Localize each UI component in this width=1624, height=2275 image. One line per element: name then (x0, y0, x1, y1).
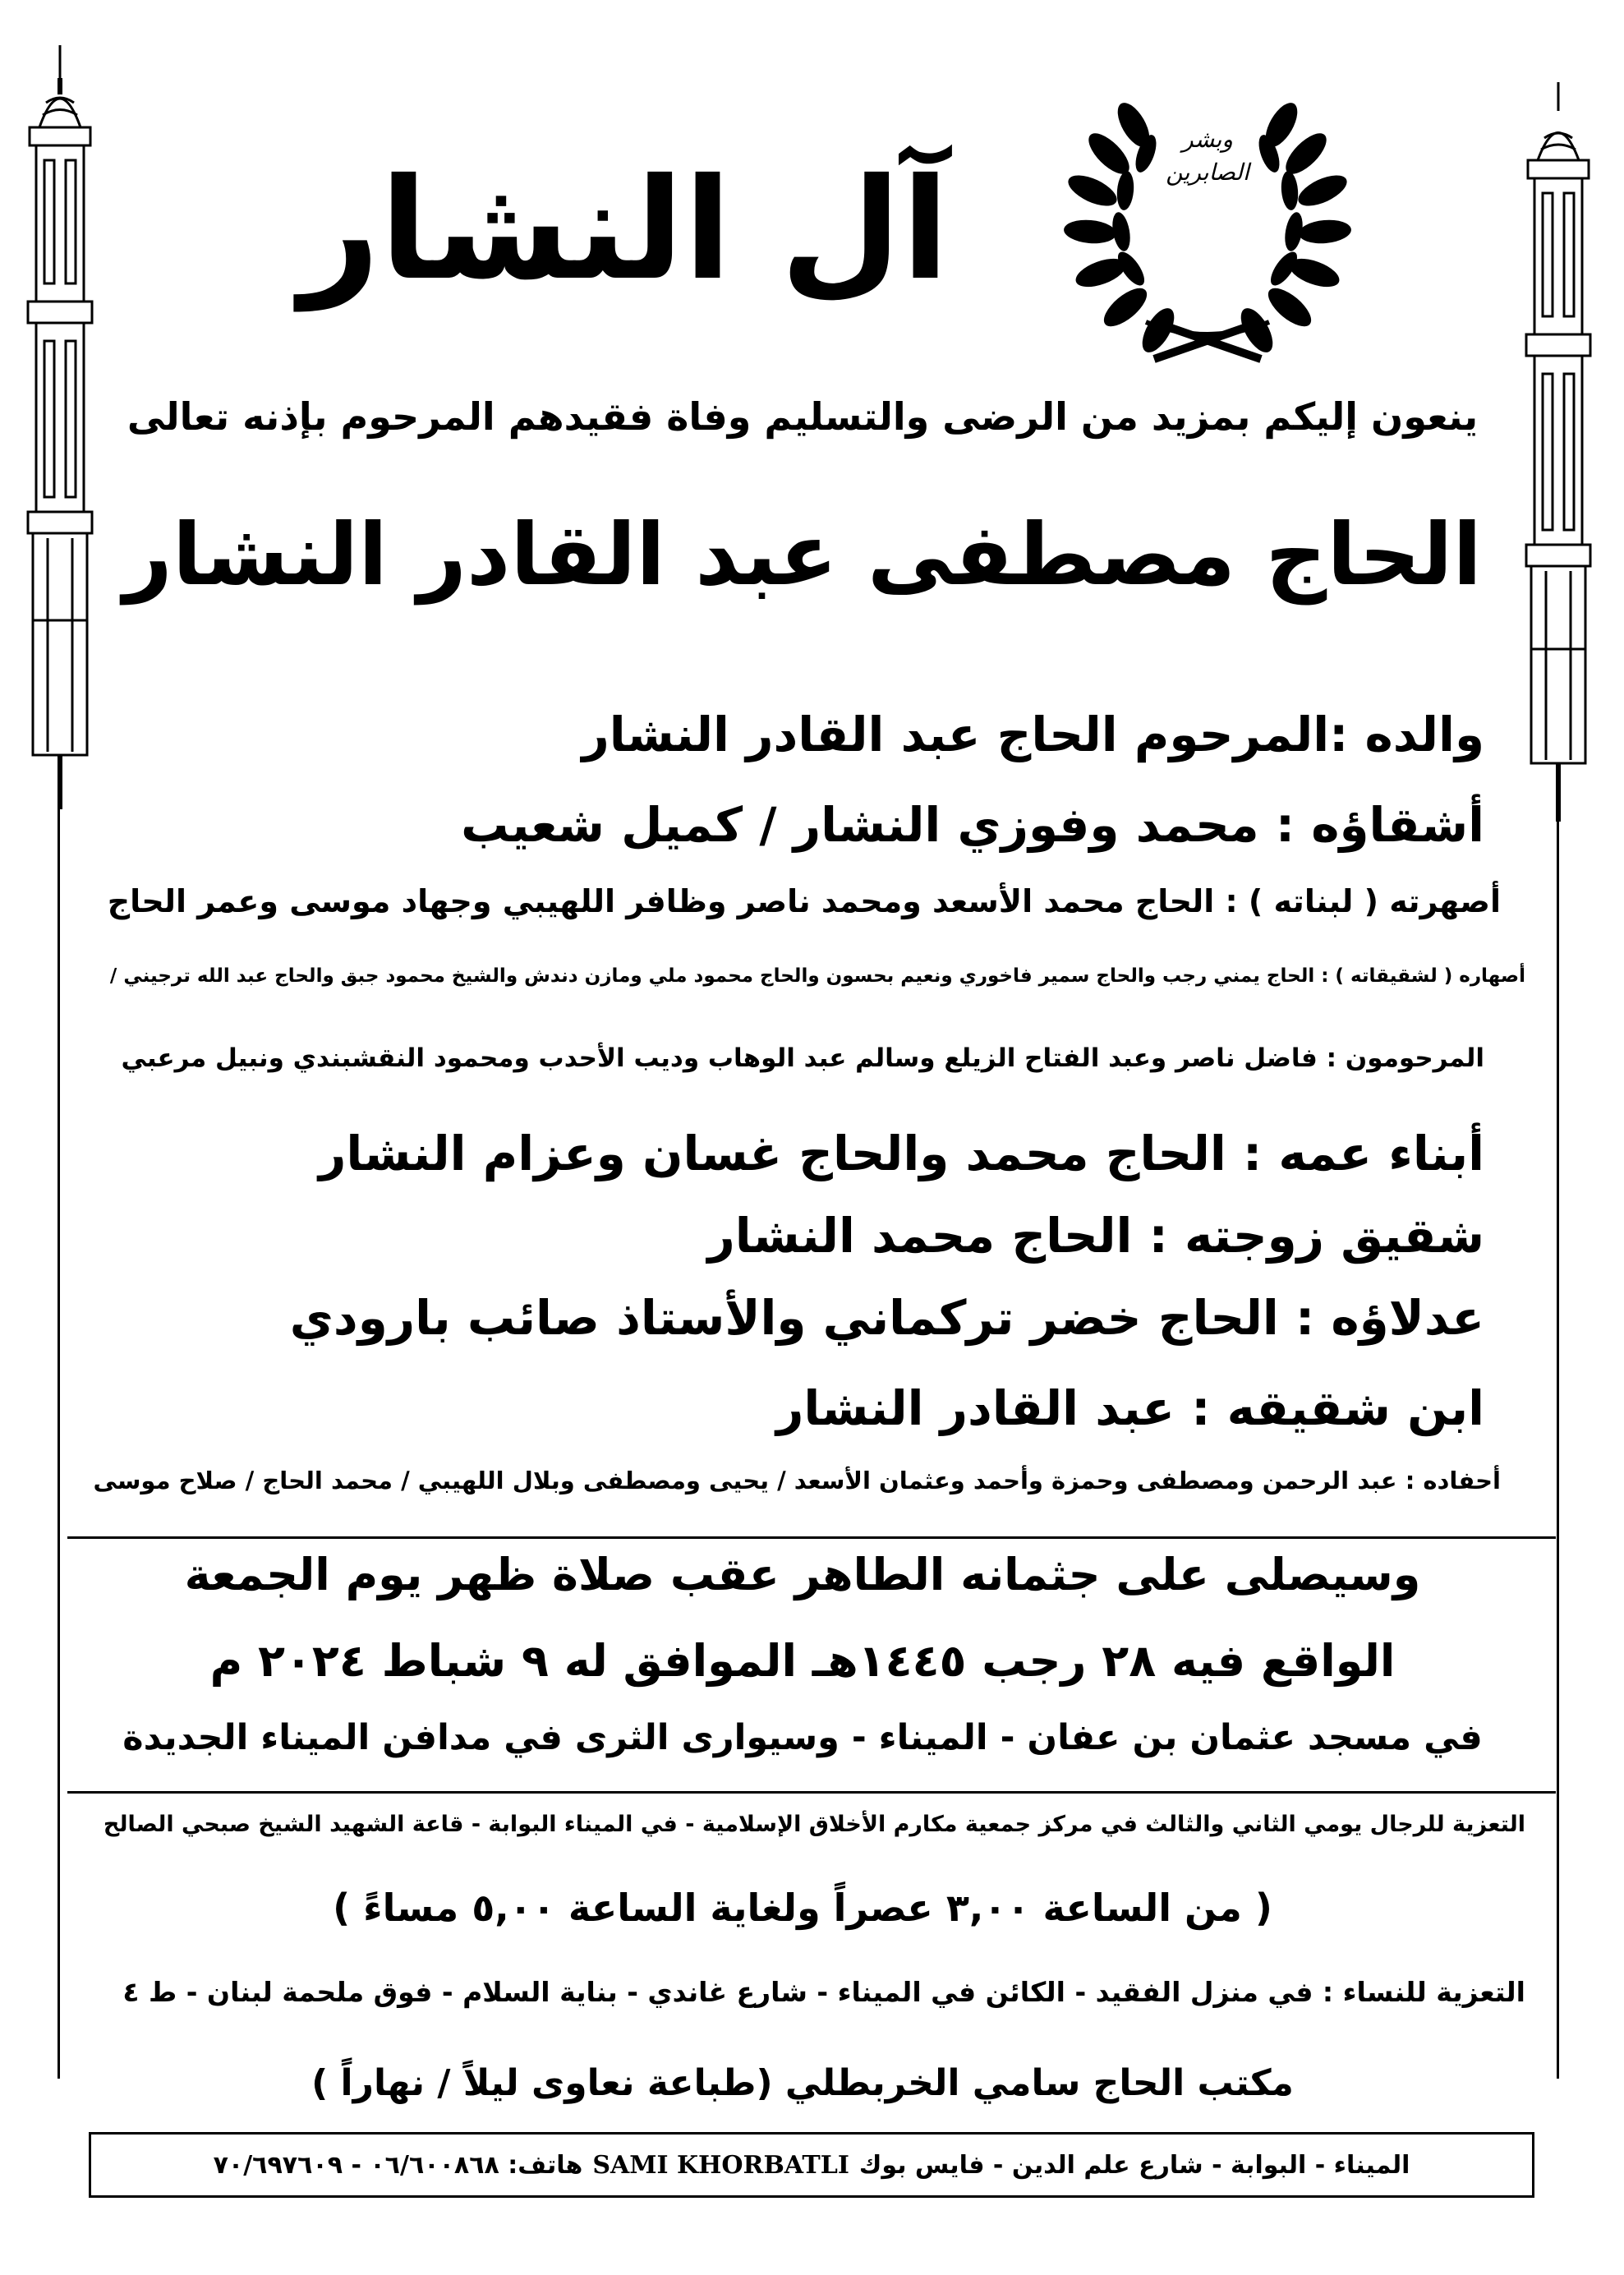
wreath-logo-icon (1056, 76, 1359, 371)
relative-late-ones: المرحومون : فاضل ناصر وعبد الفتاح الزيلع وسالم عبد الوهاب وديب الأحدب ومحمود النقشبندي ونبيل مرعبي (121, 1043, 1484, 1073)
divider-top (67, 1536, 1556, 1539)
printer-phone: هاتف: ٠٦/٦٠٠٨٦٨ - ٧٠/٦٩٧٦٠٩ (213, 2150, 583, 2180)
relative-brothers: أشقاؤه : محمد وفوزي النشار / كميل شعيب (461, 797, 1484, 853)
relative-grandsons: أحفاده : عبد الرحمن ومصطفى وحمزة وأحمد وعثمان الأسعد / يحيى ومصطفى وبلال اللهيبي / محمد الحاج / صلاح موسى (93, 1467, 1501, 1494)
relative-wife-brother: شقيق زوجته : الحاج محمد النشار (707, 1208, 1484, 1264)
condolences-men: التعزية للرجال يومي الثاني والثالث في مركز جمعية مكارم الأخلاق الإسلامية - في الميناء البوابة - قاعة الشهيد الشيخ صبحي الصالح (103, 1812, 1525, 1837)
funeral-place: في مسجد عثمان بن عفان - الميناء - وسيوارى الثرى في مدافن الميناء الجديدة (122, 1717, 1483, 1758)
divider-middle (67, 1791, 1556, 1794)
printer-info-box (89, 2132, 1534, 2198)
relative-nephew: ابن شقيقه : عبد القادر النشار (775, 1380, 1484, 1436)
printer-address: الميناء - البوابة - شارع علم الدين - فايس بوك (858, 2150, 1410, 2180)
right-border-line (1557, 822, 1559, 2079)
printer-name-latin: SAMI KHORBATLI (592, 2150, 849, 2180)
family-name-title: آل النشار (299, 149, 950, 311)
logo-calligraphy: وبشر الصابرين (1166, 126, 1249, 186)
condolences-men-hours: ( من الساعة ٣,٠٠ عصراً ولغاية الساعة ٥,٠٠ مساءً ) (333, 1886, 1272, 1930)
relative-father: والده :المرحوم الحاج عبد القادر النشار (582, 707, 1484, 762)
right-minaret-icon (1513, 82, 1603, 822)
condolences-women: التعزية للنساء : في منزل الفقيد - الكائن في الميناء - شارع غاندي - بناية السلام - فوق ملحمة لبنان - ط ٤ (122, 1976, 1525, 2008)
relative-in-laws: عدلاؤه : الحاج خضر تركماني والأستاذ صائب بارودي (289, 1290, 1484, 1346)
left-minaret-icon (15, 45, 105, 809)
funeral-prayer: وسيصلى على جثمانه الطاهر عقب صلاة ظهر يوم الجمعة (184, 1549, 1421, 1600)
printer-office: مكتب الحاج سامي الخربطلي (طباعة نعاوى ليلاً / نهاراً ) (311, 2062, 1294, 2104)
left-border-line (58, 809, 60, 2079)
relative-sons-in-law: أصهرته ( لبناته ) : الحاج محمد الأسعد ومحمد ناصر وظافر اللهيبي وجهاد موسى وعمر الحاج (107, 883, 1501, 919)
funeral-date: الواقع فيه ٢٨ رجب ١٤٤٥هـ الموافق له ٩ شباط ٢٠٢٤ م (209, 1635, 1396, 1687)
intro-text: ينعون إليكم بمزيد من الرضى والتسليم وفاة فقيدهم المرحوم بإذنه تعالى (127, 394, 1479, 439)
deceased-name: الحاج مصطفى عبد القادر النشار (122, 504, 1483, 605)
relative-sisters-husbands: أصهاره ( لشقيقاته ) : الحاج يمني رجب والحاج سمير فاخوري ونعيم بحسون والحاج محمود ملي ومازن دندش والشيخ محمود جبق والحاج عبد الله ترجيني / (109, 965, 1525, 987)
relative-cousins: أبناء عمه : الحاج محمد والحاج غسان وعزام النشار (319, 1126, 1484, 1181)
